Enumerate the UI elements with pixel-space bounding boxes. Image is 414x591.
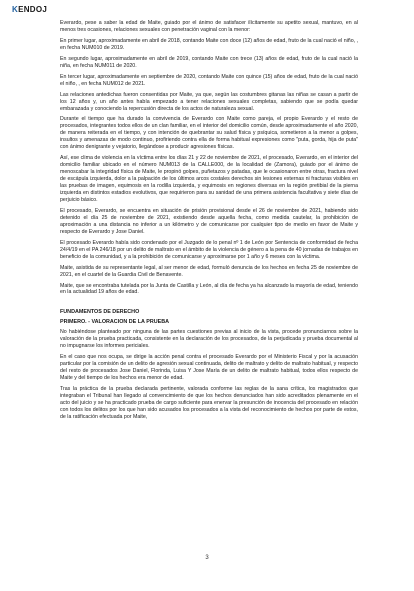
paragraph: Las relaciones antedichas fueron consentidas por Maite, ya que, según las costumbres gitanas las niñas se casan a partir de los 12 años y, un año antes había empezado a tener relaciones sexuales completas, sabiendo que se podía quedar embarazada y conociendo la repercusión directa de los actos de naturaleza sexual.	[60, 91, 358, 112]
paragraph: En primer lugar, aproximadamente en abril de 2018, contando Maite con doce (12) años de edad, fruto de la cual nació el niño, , en fecha NUM010 de 2019.	[60, 37, 358, 51]
paragraph: En el caso que nos ocupa, se dirige la acción penal contra el procesado Everardo por el Ministerio Fiscal y por la acusación particular por la comisión de un delito de agresión sexual continuada, delito de maltrato y delito de maltrato habitual, y respecto del resto de procesados Jose Daniel, Florinda, Luisa Y Jose María de un delito de maltrato habitual, todos ellos respecto de Maite y del tiempo de los hechos era menor de edad.	[60, 354, 358, 382]
logo-rest: ENDOJ	[18, 5, 48, 14]
paragraph: Tras la práctica de la prueba declarada pertinente, valorada conforme las reglas de la sana crítica, los magistrados que integraban el Tribunal han llegado al convencimiento de que los hechos denunciados han sido acreditados plenamente en el acto del juicio y se ha practicado prueba de cargo suficiente para enervar la presunción de inocencia del procesado en relación con todos los delitos por los que han sido acusados los procesados a la vista del reconocimiento de hechos por parte de estos, de la ratificación efectuada por Maite,	[60, 386, 358, 420]
paragraph: No habiéndose planteado por ninguna de las partes cuestiones previas al inicio de la vista, procede pronunciarnos sobre la valoración de la prueba practicada, consistente en la declaración de los procesados, de la perjudicada y prueba documental al no impugnarse los informes periciales.	[60, 329, 358, 350]
kendoj-logo	[12, 5, 47, 14]
paragraph: El procesado Everardo había sido condenado por el Juzgado de lo penal nº 1 de León por Sentencia de conformidad de fecha 24/4/19 en el PA 246/18 por un delito de maltrato en el ámbito de la violencia de género a la pena de 40 jornadas de trabajos en beneficio de la comunidad, y a la prohibición de comunicarse y aproximarse por 1 año y 6 meses con la víctima.	[60, 239, 358, 260]
spacer	[60, 300, 358, 307]
paragraph: En tercer lugar, aproximadamente en septiembre de 2020, contando Maite con quince (15) años de edad, fruto de la cual nació el niño, , en fecha NUM012 de 2021.	[60, 73, 358, 87]
logo-prefix: K	[12, 5, 19, 14]
paragraph: Así, ese clima de violencia en la víctima entre los días 21 y 22 de noviembre de 2021, el procesado, Everardo, en el interior del domicilio familiar ubicado en el número NUM013 de la CALLE000, de la localidad de (Zamora), guiado por el ánimo de menoscabar la integridad física de Maite, le propinó golpes, puñetazos y patadas, que le ocasionaron entre otras, fractura nivel de escápula izquierda, dolor a la palpación de los últimos arcos costales derechos sin lesiones externas ni fracturas visibles en las pruebas de imagen, equimosis en la rodilla izquierda, y equimosis en regiones diversas en la región pretibial de la pierna izquierda en distintos estadios evolutivos, que requirieron para su sanidad de una primera asistencia facultativa y siete días de perjuicio básico.	[60, 155, 358, 203]
paragraph: En segundo lugar, aproximadamente en abril de 2019, contando Maite con trece (13) años de edad, fruto de la cual nació la niña, en fecha NUM011 de 2020.	[60, 55, 358, 69]
paragraph: Maite, asistida de su representante legal, al ser menor de edad, formuló denuncia de los hechos en fecha 25 de noviembre de 2021, en el cuartel de la Guardia Civil de Benavente.	[60, 264, 358, 278]
subsection-heading: PRIMERO. - VALORACION DE LA PRUEBA	[60, 319, 170, 326]
paragraph: Durante el tiempo que ha durado la convivencia de Everardo con Maite como pareja, el propio Everardo y el resto de procesados, integrantes todos ellos de un clan familiar, en el interior del domicilio común, desde aproximadamente el año 2020, de manera reiterada en el tiempo, y con intención de quebrantar su salud física y psíquica, sometieron a la menor a golpes, insultos y amenazas de modo continuo, profiriendo contra ella de forma habitual expresiones como "puta, gorda, hija de puta" con ánimo denigrante y vejatorio, llegándose a producir agresiones físicas.	[60, 116, 358, 151]
section-heading: FUNDAMENTOS DE DERECHO	[60, 309, 140, 316]
page-number: 3	[205, 555, 209, 561]
paragraph: El procesado, Everardo, se encuentra en situación de prisión provisional desde el 26 de noviembre de 2021, habiendo sido detenido el día 25 de noviembre de 2021, existiendo desde aquella fecha, como medida cautelar, la prohibición de aproximación a una distancia no inferior a un kilómetro y de comunicarse por cualquier tipo de medio en favor de Maite y respecto de Everardo y Jose Daniel.	[60, 207, 358, 235]
document-body	[60, 20, 358, 425]
paragraph: Everardo, pese a saber la edad de Maite, guiado por el ánimo de satisfacer ilícitamente su apetito sexual, mantuvo, en al menos tres ocasiones, relaciones sexuales con penetración vaginal con la menor:	[60, 20, 358, 33]
paragraph: Maite, que se encontraba tutelada por la Junta de Castilla y León, al día de fecha ya ha alcanzado la mayoría de edad, teniendo en la actualidad 19 años de edad.	[60, 282, 358, 296]
